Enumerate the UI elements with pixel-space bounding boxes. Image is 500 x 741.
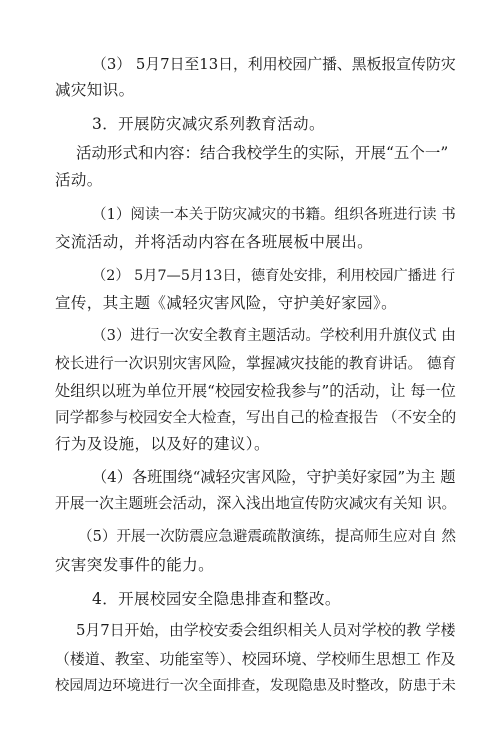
text-line: 灾害突发事件的能力。	[55, 556, 215, 574]
text-line: （3）进行一次安全教育主题活动。学校利用升旗仪式 由	[92, 327, 456, 344]
text-line: （4）各班围绕“减轻灾害风险，守护美好家园”为主 题	[92, 468, 456, 486]
text-line: 4．开展校园安全隐患排查和整改。	[92, 590, 341, 608]
text-line: （5）开展一次防震应急避震疏散演练，提高师生应对自 然	[78, 528, 456, 545]
text-line: 校园周边环境进行一次全面排查，发现隐患及时整改，防患于未	[55, 678, 456, 694]
text-line: 5月7日开始，由学校安委会组织相关人员对学校的教 学楼	[76, 622, 456, 639]
text-line: 校长进行一次识别灾害风险，掌握减灾技能的教育讲话。 德育	[55, 355, 457, 372]
text-line: 3．开展防灾减灾系列教育活动。	[92, 115, 325, 133]
text-line: 同学都参与校园安全大检查，写出自己的检查报告 （不安全的	[55, 409, 457, 426]
text-line: 宣传，其主题《减轻灾害风险，守护美好家园》。	[55, 294, 398, 312]
text-line: 行为及设施，以及好的建议）。	[55, 435, 270, 453]
text-line: 活动形式和内容：结合我校学生的实际，开展“五个一”	[76, 144, 449, 162]
text-line: 减灾知识。	[55, 81, 135, 99]
text-line: （1）阅读一本关于防灾减灾的书籍。组织各班进行读 书	[92, 206, 456, 223]
text-line: （2） 5月7—5月13日，德育处安排，利用校园广播进 行	[92, 268, 456, 284]
text-line: （楼道、教室、功能室等）、校园环境、学校师生思想工 作及	[55, 650, 456, 668]
text-line: 处组织以班为单位开展“校园安检我参与”的活动，让 每一位	[55, 382, 456, 400]
text-line: （3） 5月7日至13日，利用校园广播、黑板报宣传防灾	[92, 55, 456, 73]
text-line: 交流活动，并将活动内容在各班展板中展出。	[55, 233, 374, 251]
text-line: 活动。	[55, 171, 103, 189]
text-line: 开展一次主题班会活动，深入浅出地宣传防灾减灾有关知 识。	[55, 495, 457, 512]
